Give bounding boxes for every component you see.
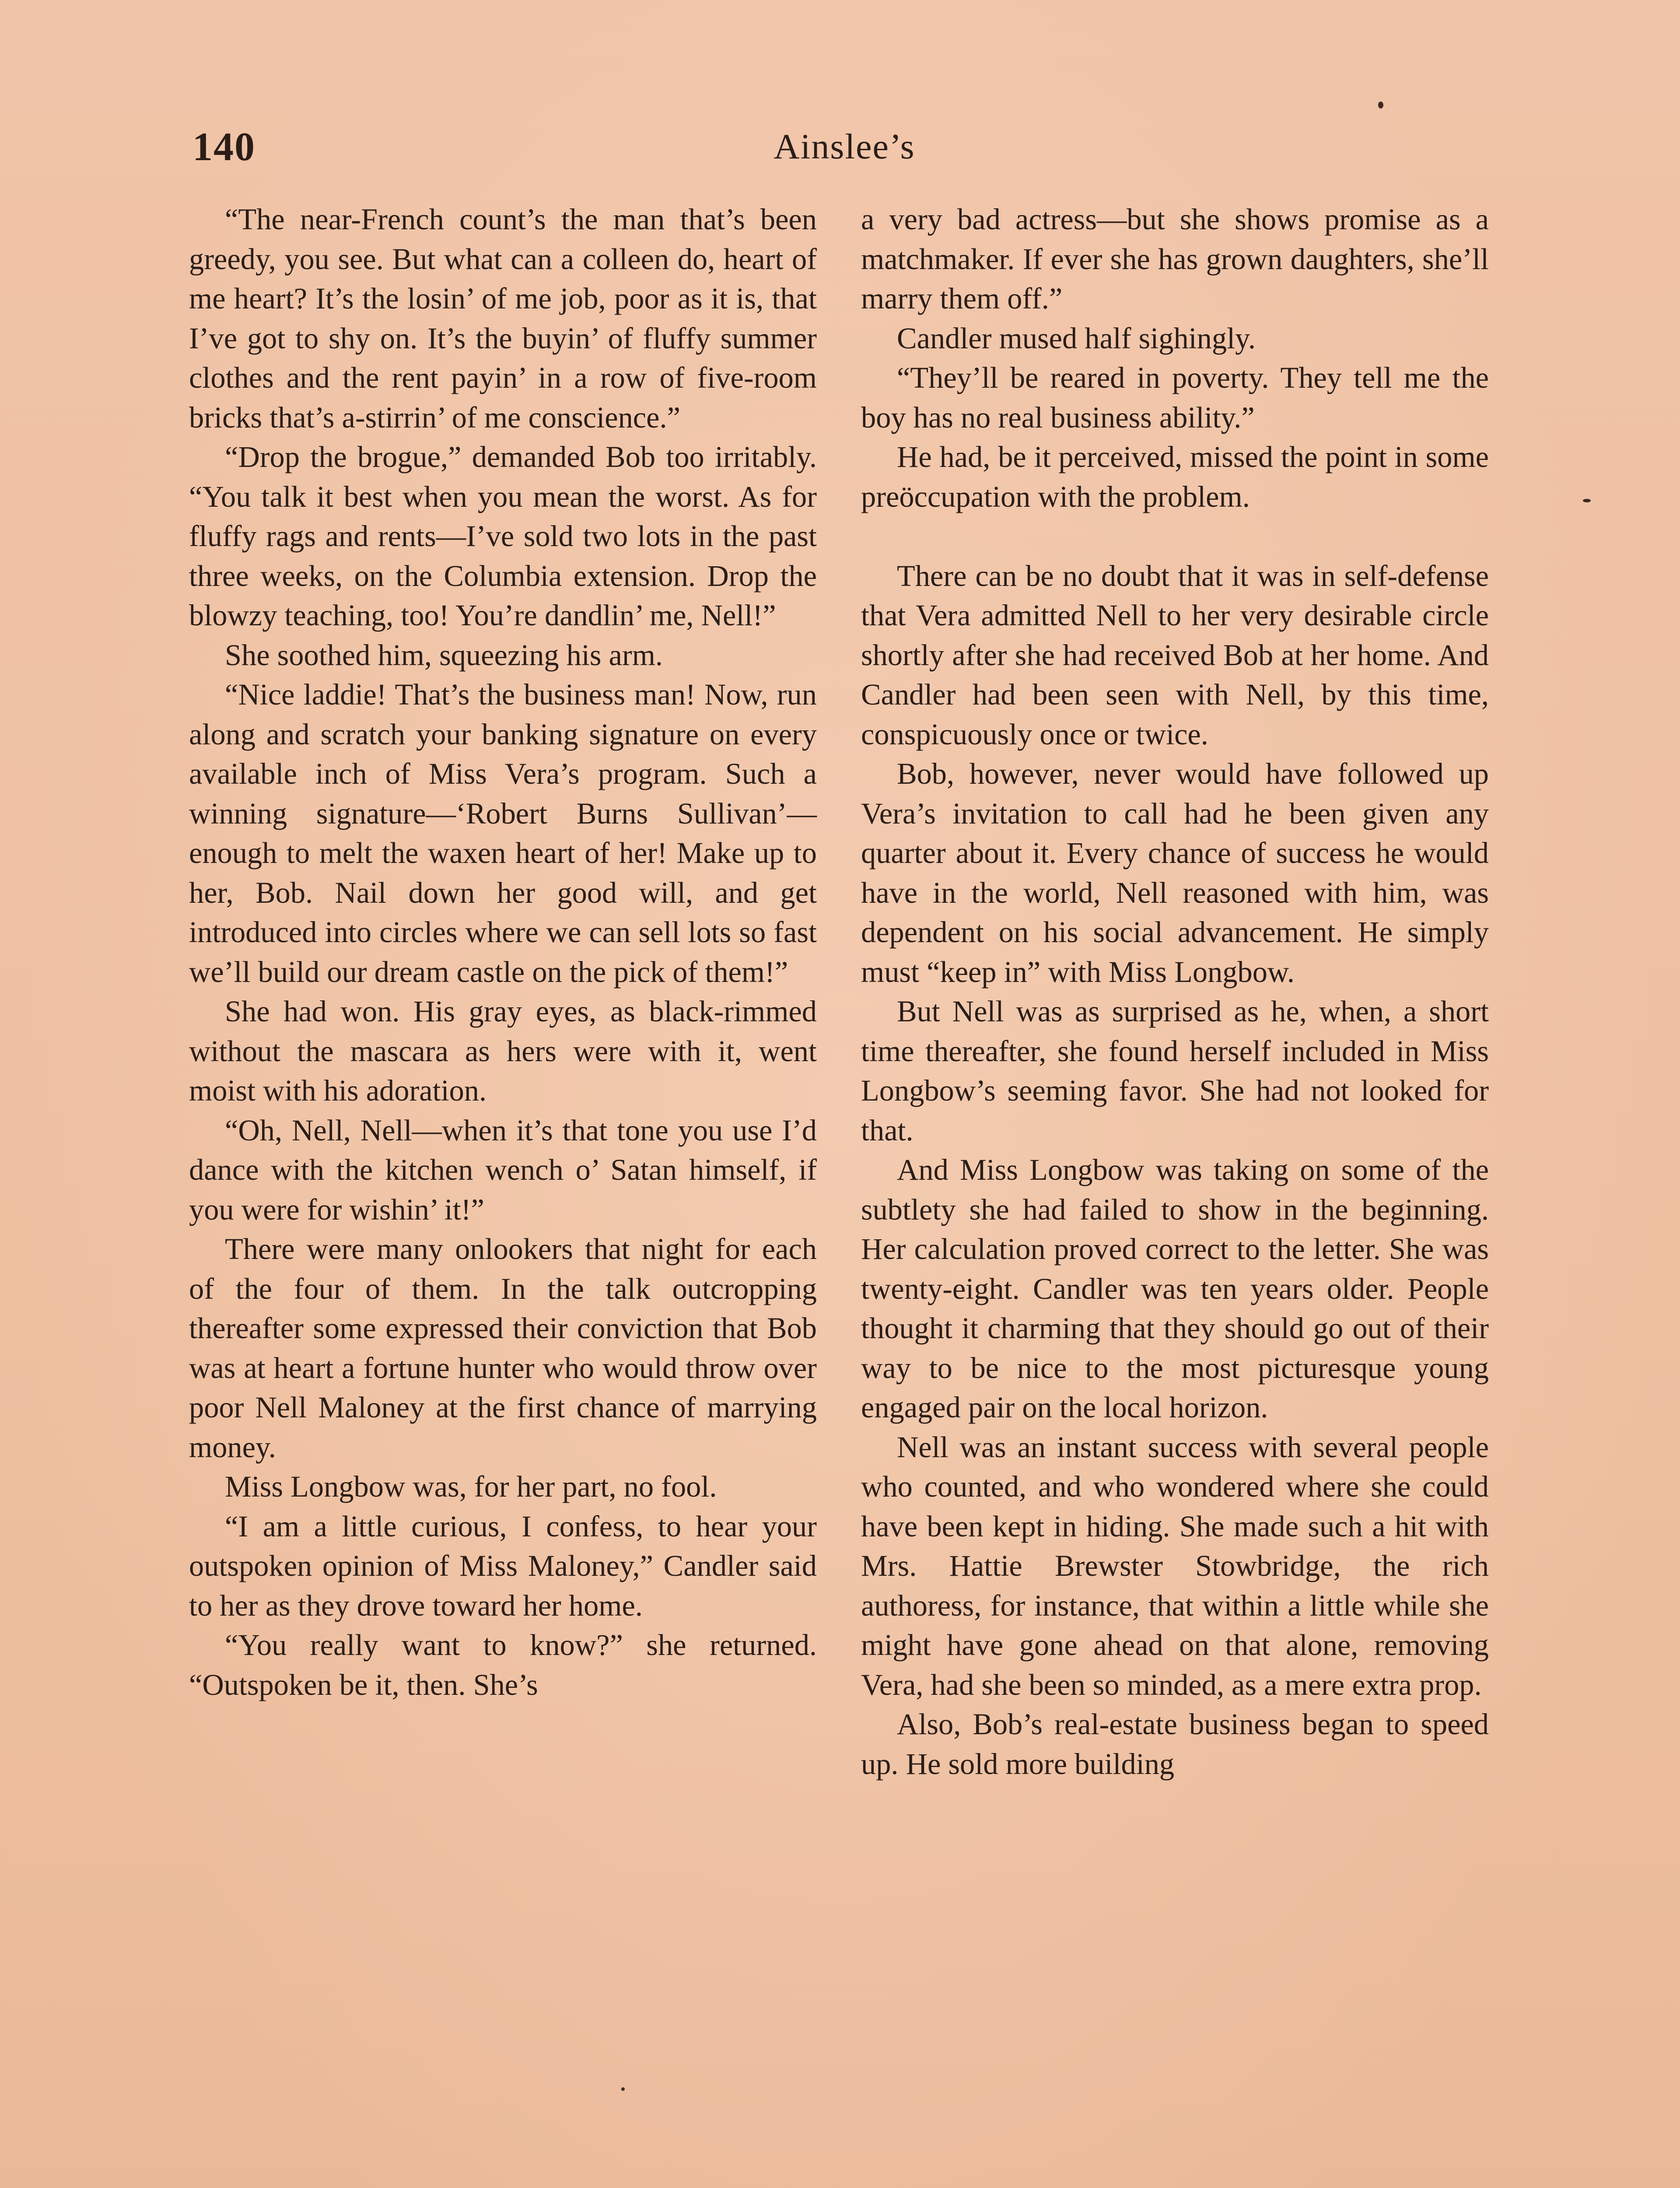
- paragraph: He had, be it perceived, missed the point in some preöccupation with the problem.: [861, 440, 1489, 513]
- paragraph: There were many onlookers that night for each of the four of them. In the talk outcropping thereafter some expressed their conviction that Bob was at heart a fortune hunter who would throw over poor Nell Maloney at the first chance of marrying money.: [189, 1232, 817, 1464]
- paragraph: Bob, however, never would have followed up Vera’s invitation to call had he been given any quarter about it. Every chance of success he would have in the world, Nell reasoned with him, was dependent on his social advancement. He simply must “keep in” with Miss Longbow.: [861, 757, 1489, 989]
- paragraph: “Oh, Nell, Nell—when it’s that tone you use I’d dance with the kitchen wench o’ Satan himself, if you were for wishin’ it!”: [189, 1113, 817, 1226]
- paragraph: But Nell was as surprised as he, when, a short time thereafter, she found herself included in Miss Longbow’s seeming favor. She had not looked for that.: [861, 995, 1489, 1147]
- paragraph: “Drop the brogue,” demanded Bob too irritably. “You talk it best when you mean the worst. As for fluffy rags and rents—I’ve sold two lots in the past three weeks, on the Columbia extension. Drop the blowzy teaching, too! You’re dandlin’ me, Nell!”: [189, 440, 817, 632]
- paragraph: Miss Longbow was, for her part, no fool.: [225, 1470, 717, 1503]
- paper-speck: [1378, 102, 1383, 109]
- paper-speck: [1583, 499, 1591, 502]
- magazine-title: Ainslee’s: [774, 126, 915, 166]
- right-column: [861, 200, 1489, 1784]
- paragraph: “The near-French count’s the man that’s been greedy, you see. But what can a colleen do, heart of me heart? It’s the losin’ of me job, poor as it is, that I’ve got to shy on. It’s the buyin’ of fluffy summer clothes and the rent payin’ in a row of five-room bricks that’s a-stirrin’ of me conscience.”: [189, 203, 817, 434]
- page-number: 140: [192, 124, 256, 169]
- paragraph: “Nice laddie! That’s the business man! Now, run along and scratch your banking signature on every available inch of Miss Vera’s program. Such a winning signature—‘Robert Burns Sullivan’—enough to melt the waxen heart of her! Make up to her, Bob. Nail down her good will, and get introduced into circles where we can sell lots so fast we’ll build our dream castle on the pick of them!”: [189, 678, 817, 989]
- paragraph: Nell was an instant success with several people who counted, and who wondered where she could have been kept in hiding. She made such a hit with Mrs. Hattie Brewster Stowbridge, the rich authoress, for instance, that within a little while she might have gone ahead on that alone, removing Vera, had she been so minded, as a mere extra prop.: [861, 1430, 1489, 1701]
- paragraph: There can be no doubt that it was in self-defense that Vera admitted Nell to her very desirable circle shortly after she had received Bob at her home. And Candler had been seen with Nell, by this time, conspicuously once or twice.: [861, 559, 1489, 751]
- paragraph: “You really want to know?” she returned. “Outspoken be it, then. She’s: [189, 1628, 817, 1701]
- paragraph-continuation: a very bad actress—but she shows promise as a matchmaker. If ever she has grown daughters, she’ll marry them off.”: [861, 203, 1489, 315]
- paragraph: And Miss Longbow was taking on some of the subtlety she had failed to show in the beginning. Her calculation proved correct to the letter. She was twenty-eight. Candler was ten years older. People thought it charming that they should go out of their way to be nice to the most picturesque young engaged pair on the local horizon.: [861, 1153, 1489, 1424]
- paragraph: She soothed him, squeezing his arm.: [225, 638, 663, 672]
- paragraph: Also, Bob’s real-estate business began to speed up. He sold more building: [861, 1708, 1489, 1781]
- paragraph: “They’ll be reared in poverty. They tell me the boy has no real business ability.”: [861, 361, 1489, 434]
- running-head: [192, 118, 1496, 175]
- paper-speck: [621, 2087, 625, 2091]
- left-column: [189, 200, 817, 1704]
- paragraph: She had won. His gray eyes, as black-rimmed without the mascara as hers were with it, went moist with his adoration.: [189, 995, 817, 1107]
- paragraph: “I am a little curious, I confess, to hear your outspoken opinion of Miss Maloney,” Candler said to her as they drove toward her home.: [189, 1509, 817, 1622]
- paragraph: Candler mused half sighingly.: [897, 321, 1256, 355]
